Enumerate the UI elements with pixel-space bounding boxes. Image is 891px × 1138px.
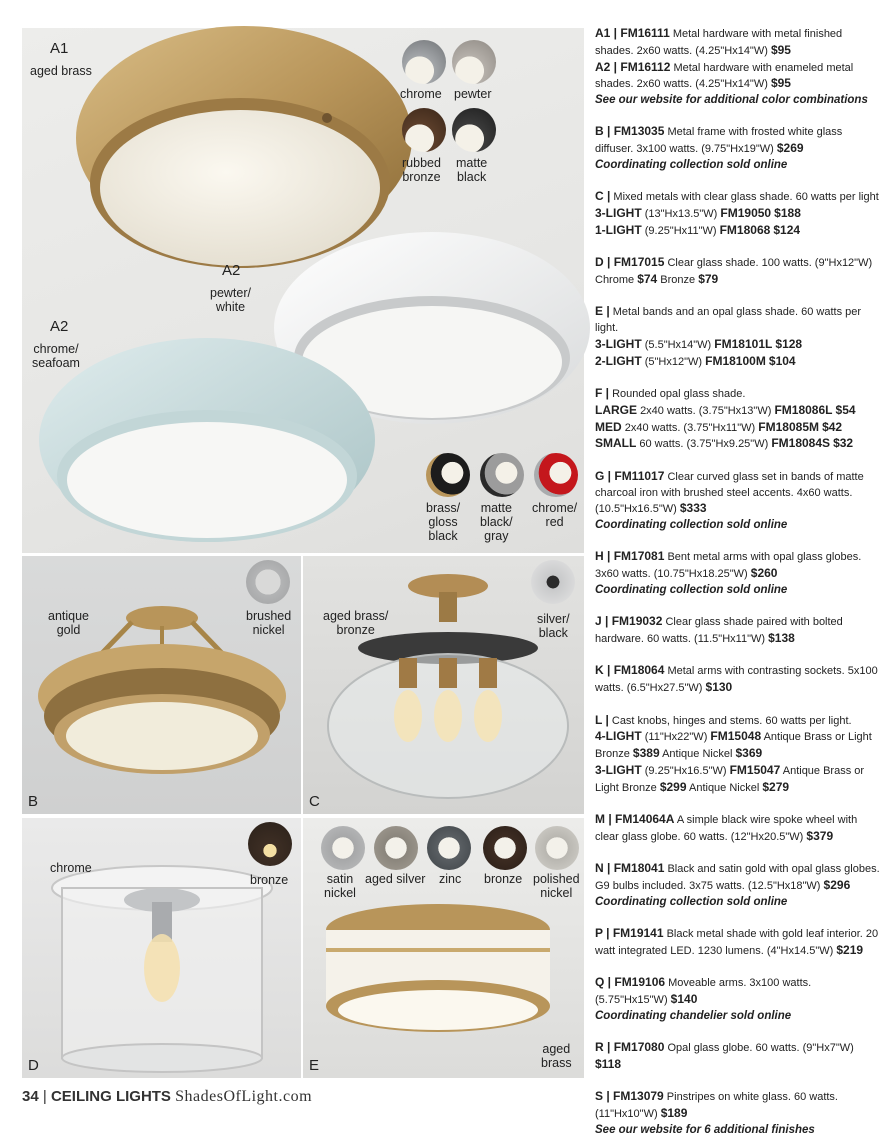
variant-price: $104 (768, 353, 796, 368)
label-a2-white: A2 (222, 262, 241, 279)
desc-h: Bent metal arms with opal glass globes. 3x60 watts. (10.75"Hx18.25"W) (595, 551, 862, 581)
finish-c-swatch: silver/ black (537, 612, 570, 640)
desc-a1: Metal hardware with metal finished shades. 2x60 watts. (4.25"Hx14"W) (595, 28, 843, 57)
entry-s (595, 1089, 880, 1138)
photo-b (22, 556, 301, 814)
note-s: See our website for 6 additional finishes (595, 1123, 815, 1136)
option-price: $79 (698, 272, 719, 287)
photo-letter-e: E (309, 1057, 320, 1074)
desc-g: Clear curved glass set in bands of matte charcoal iron with brushed steel accents. 4x60 watts. (10.5"Hx16.5"W) (595, 470, 864, 516)
finish-b-swatch: brushed nickel (246, 609, 292, 637)
swatch-aged-silver (374, 826, 418, 870)
desc-j: Clear glass shade paired with bolted hardware. 60 watts. (11.5"Hx11"W) (595, 616, 843, 646)
desc-d: Clear glass shade. 100 watts. (9"Hx12"W) (667, 257, 873, 270)
entry-a2 (595, 60, 880, 94)
variant-dim: 2x40 watts. (3.75"Hx13"W) (640, 404, 772, 417)
swatch-polished-nickel (535, 826, 579, 870)
finish-d-main: chrome (50, 861, 92, 875)
sku-h: H | FM17081 (595, 549, 665, 564)
note-h: Coordinating collection sold online (595, 584, 788, 597)
sku-b: B | FM13035 (595, 124, 665, 139)
variant-name: 1-LIGHT (595, 222, 642, 237)
sku-d: D | FM17015 (595, 255, 665, 270)
price-k: $130 (705, 680, 733, 695)
variant-price: $128 (775, 336, 803, 351)
swatch-label-matte-black-gray: matte black/ gray (480, 501, 513, 543)
entry-d (595, 255, 880, 289)
label-a2-seafoam: A2 (50, 318, 69, 335)
entry-b (595, 124, 880, 173)
variant-name: 3-LIGHT (595, 762, 642, 777)
finish-a2-white: pewter/ white (210, 286, 251, 314)
variant-name: SMALL (595, 436, 637, 451)
photo-d (22, 818, 301, 1078)
label-a1: A1 (50, 40, 69, 57)
variant-f-small (595, 436, 880, 453)
photo-letter-c: C (309, 793, 320, 810)
photo-e (303, 818, 584, 1078)
variant-sku: FM18086L (774, 402, 833, 417)
variant-name: MED (595, 419, 622, 434)
variant-price: $42 (822, 419, 843, 434)
entry-q (595, 975, 880, 1024)
entry-f (595, 386, 880, 453)
finish-c-main: aged brass/ bronze (323, 609, 389, 637)
finish-a1: aged brass (30, 64, 92, 78)
swatch-label-chrome-red: chrome/ red (532, 501, 578, 529)
variant-sku: FM18100M (705, 353, 766, 368)
swatch-label-rubbed-bronze: rubbed bronze (402, 156, 441, 184)
page-number: 34 (22, 1088, 39, 1105)
desc-p: Black metal shade with gold leaf interior. 20 watt integrated LED. 1230 lumens. (4"Hx14.5"W) (595, 927, 879, 957)
sku-r: R | FM17080 (595, 1039, 665, 1054)
variant-dim: (9.25"Hx11"W) (644, 224, 717, 237)
swatch-pewter (452, 40, 496, 84)
swatch-rubbed-bronze (402, 108, 446, 152)
price-n: $296 (823, 877, 851, 892)
note-g: Coordinating collection sold online (595, 519, 788, 532)
variant-c-1light (595, 223, 880, 240)
option-name: Antique Brass or Light Bronze (595, 731, 872, 761)
price-h: $260 (750, 566, 778, 581)
sku-q: Q | FM19106 (595, 975, 666, 990)
page-footer (22, 1088, 312, 1106)
entry-k (595, 663, 880, 697)
sku-c: C | (595, 189, 611, 204)
variant-dim: (9.25"Hx16.5"W) (644, 764, 727, 777)
entry-r (595, 1040, 880, 1074)
option-price: $369 (735, 746, 763, 761)
desc-e: Metal bands and an opal glass shade. 60 watts per light. (595, 306, 862, 335)
variant-f-med (595, 420, 880, 437)
desc-a2: Metal hardware with enameled metal shades. 2x60 watts. (4.25"Hx14"W) (595, 61, 854, 91)
finish-a2-seafoam: chrome/ seafoam (32, 342, 80, 370)
desc-s: Pinstripes on white glass. 60 watts. (11"Hx10"W) (595, 1091, 838, 1120)
variant-dim: (11"Hx22"W) (644, 731, 708, 744)
swatch-label-aged-silver: aged silver (365, 872, 426, 886)
sku-m: M | FM14064A (595, 811, 675, 826)
option-name: Chrome (595, 274, 635, 287)
price-r: $118 (595, 1056, 622, 1071)
entry-n (595, 861, 880, 910)
sku-s: S | FM13079 (595, 1089, 664, 1104)
price-m: $379 (806, 828, 834, 843)
sku-a1: A1 | FM16111 (595, 26, 670, 40)
variant-sku: FM19050 (720, 206, 772, 221)
sku-n: N | FM18041 (595, 861, 665, 876)
note-n: Coordinating collection sold online (595, 895, 788, 908)
variant-dim: (5"Hx12"W) (644, 355, 703, 368)
variant-e-3light (595, 337, 880, 354)
option-name: Antique Nickel (688, 781, 760, 794)
swatch-satin-nickel (321, 826, 365, 870)
photo-letter-d: D (28, 1057, 39, 1074)
entry-a1 (595, 26, 880, 60)
note-a2: See our website for additional color combinations (595, 94, 868, 107)
desc-r: Opal glass globe. 60 watts. (9"Hx7"W) (667, 1041, 854, 1054)
swatch-label-satin-nickel: satin nickel (324, 872, 356, 900)
swatch-brushed-nickel (246, 560, 290, 604)
variant-sku: FM18084S (771, 436, 831, 451)
variant-sku: FM15048 (710, 729, 762, 744)
variant-dim: 2x40 watts. (3.75"Hx11"W) (624, 421, 756, 434)
variant-price: $124 (773, 222, 801, 237)
variant-l-4light (595, 729, 880, 763)
swatch-bronze-d (248, 822, 292, 866)
website-name: ShadesOfLight.com (175, 1088, 313, 1105)
sku-e: E | (595, 304, 610, 319)
price-j: $138 (768, 631, 795, 646)
swatch-bronze-e (483, 826, 527, 870)
variant-l-3light (595, 763, 880, 797)
sku-p: P | FM19141 (595, 925, 664, 940)
finish-b-main: antique gold (48, 609, 90, 637)
entry-j (595, 614, 880, 648)
desc-b: Metal frame with frosted white glass diffuser. 3x100 watts. (9.75"Hx19"W) (595, 126, 843, 156)
variant-price: $188 (774, 206, 801, 221)
entry-h (595, 549, 880, 598)
entry-e (595, 304, 880, 370)
variant-price: $32 (833, 436, 854, 451)
price-g: $333 (679, 501, 707, 516)
variant-dim: (13"Hx13.5"W) (644, 208, 718, 221)
variant-f-large (595, 403, 880, 420)
price-b: $269 (776, 141, 804, 156)
finish-e-main: aged brass (541, 1042, 572, 1070)
variant-name: 3-LIGHT (595, 336, 642, 351)
swatch-label-chrome: chrome (400, 87, 442, 101)
photo-letter-b: B (28, 793, 39, 810)
desc-m: A simple black wire spoke wheel with clear glass globe. 60 watts. (12"Hx20.5"W) (595, 813, 858, 843)
variant-dim: 60 watts. (3.75"Hx9.25"W) (639, 438, 769, 451)
swatch-brass-gloss-black (426, 453, 470, 497)
option-price: $299 (659, 779, 687, 794)
variant-sku: FM18068 (719, 222, 771, 237)
entry-c (595, 189, 880, 239)
desc-f: Rounded opal glass shade. (612, 388, 746, 401)
option-price: $279 (762, 779, 790, 794)
price-s: $189 (660, 1105, 688, 1120)
swatch-label-bronze-e: bronze (484, 872, 523, 886)
footer-separator: | (42, 1088, 47, 1105)
desc-c: Mixed metals with clear glass shade. 60 watts per light (613, 191, 879, 204)
entry-m (595, 812, 880, 846)
sku-k: K | FM18064 (595, 663, 665, 678)
swatch-label-pewter: pewter (454, 87, 492, 101)
swatch-chrome (402, 40, 446, 84)
option-name: Bronze (660, 274, 696, 287)
finish-d-swatch: bronze (250, 873, 289, 887)
desc-l: Cast knobs, hinges and stems. 60 watts per light. (611, 714, 852, 727)
note-q: Coordinating chandelier sold online (595, 1009, 792, 1022)
variant-price: $54 (835, 402, 856, 417)
variant-sku: FM15047 (729, 762, 781, 777)
swatch-label-brass-gloss-black: brass/ gloss black (426, 501, 461, 543)
swatch-matte-black (452, 108, 496, 152)
swatch-silver-black (531, 560, 575, 604)
variant-name: 2-LIGHT (595, 353, 642, 368)
variant-e-2light (595, 354, 880, 371)
swatch-label-polished-nickel: polished nickel (533, 872, 580, 900)
section-title: CEILING LIGHTS (50, 1088, 171, 1105)
sku-f: F | (595, 386, 610, 401)
price-a2: $95 (770, 76, 791, 91)
variant-name: 4-LIGHT (595, 729, 642, 744)
variant-sku: FM18101L (714, 336, 773, 351)
variant-sku: FM18085M (758, 419, 819, 434)
sku-j: J | FM19032 (595, 614, 663, 629)
price-a1: $95 (770, 42, 791, 57)
entry-p (595, 926, 880, 960)
option-name: Antique Brass or Light Bronze (595, 764, 865, 794)
price-p: $219 (836, 942, 864, 957)
swatch-label-zinc: zinc (439, 872, 462, 886)
variant-name: 3-LIGHT (595, 206, 642, 221)
sku-l: L | (595, 712, 609, 727)
photo-c (303, 556, 584, 814)
option-price: $74 (637, 272, 658, 287)
entry-g (595, 469, 880, 534)
swatch-label-matte-black: matte black (456, 156, 488, 184)
swatch-matte-black-gray (480, 453, 524, 497)
sku-a2: A2 | FM16112 (595, 59, 671, 74)
desc-n: Black and satin gold with opal glass globes. G9 bulbs included. 3x75 watts. (12.5"Hx18"W) (595, 863, 880, 892)
variant-c-3light (595, 206, 880, 223)
product-list (595, 26, 880, 1138)
note-b: Coordinating collection sold online (595, 159, 788, 172)
sku-g: G | FM11017 (595, 468, 665, 483)
option-name: Antique Nickel (662, 748, 733, 761)
price-q: $140 (670, 991, 698, 1006)
entry-l (595, 713, 880, 797)
desc-k: Metal arms with contrasting sockets. 5x100 watts. (6.5"Hx27.5"W) (595, 665, 878, 695)
desc-q: Moveable arms. 3x100 watts. (5.75"Hx15"W) (595, 977, 812, 1006)
swatch-chrome-red (534, 453, 578, 497)
variant-dim: (5.5"Hx14"W) (644, 338, 712, 351)
photo-a (22, 28, 584, 553)
entry-a (595, 26, 880, 109)
swatch-zinc (427, 826, 471, 870)
option-price: $389 (632, 746, 660, 761)
variant-name: LARGE (595, 402, 637, 417)
